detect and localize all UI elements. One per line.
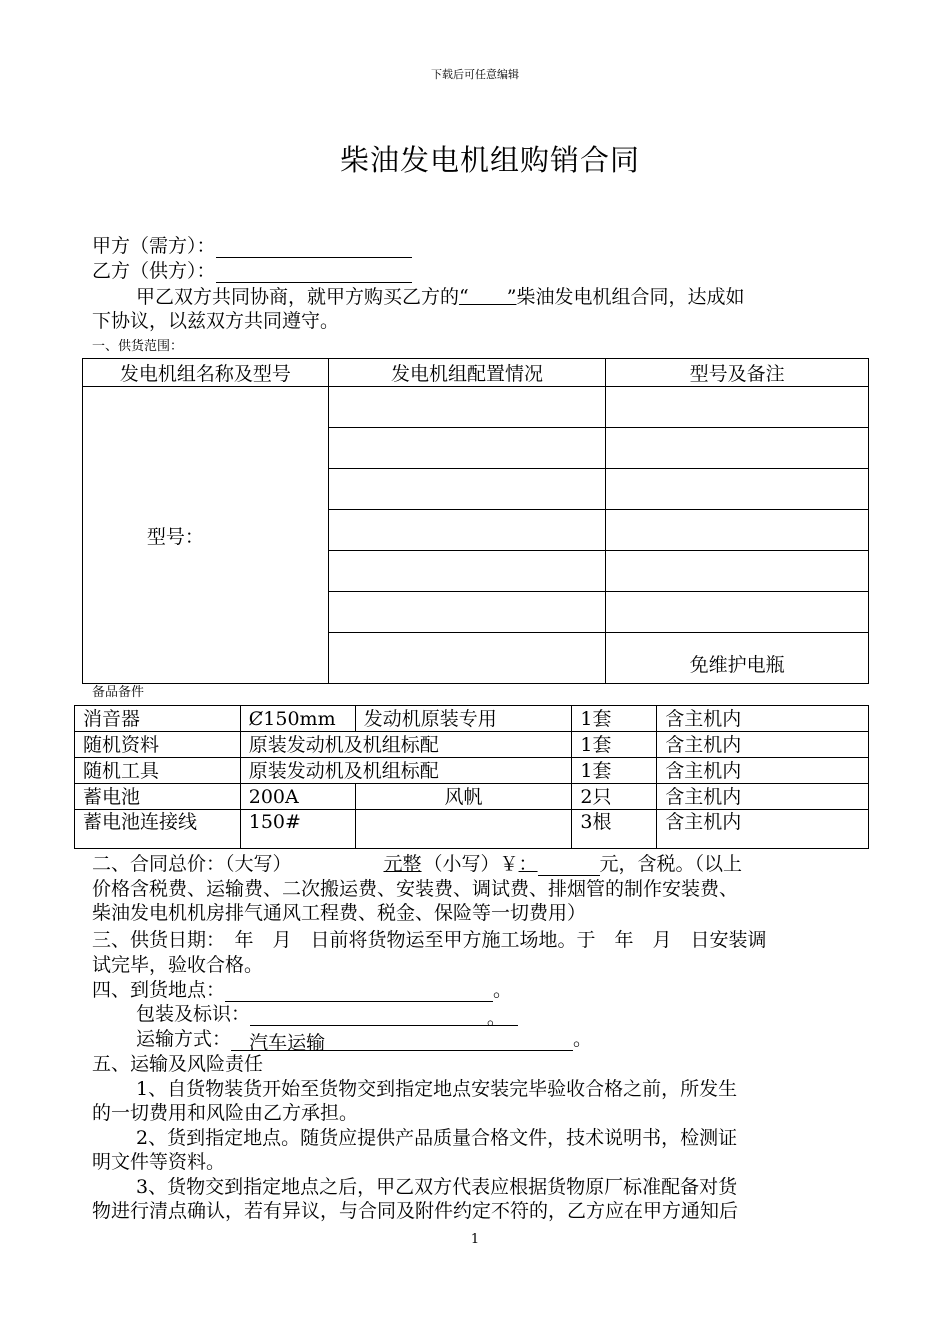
intro-part2: 柴油发电机组合同，达成如 xyxy=(516,286,745,308)
section2-line-3: 柴油发电机机房排气通风工程费、税金、保险等一切费用） xyxy=(92,902,587,924)
spare-name: 蓄电池连接线 xyxy=(75,810,241,849)
spare-spec: Ȼ150mm xyxy=(240,706,355,732)
spare-spec: 150# xyxy=(240,810,355,849)
intro-part1: 甲乙双方共同协商，就甲方购买乙方的 xyxy=(136,286,460,308)
config-cell[interactable] xyxy=(328,633,606,684)
spare-note: 含主机内 xyxy=(657,706,869,732)
total-price-uppercase[interactable]: 元整 xyxy=(383,853,422,875)
config-cell[interactable] xyxy=(328,428,606,469)
page-number: 1 xyxy=(470,1232,480,1247)
party-b-blank[interactable] xyxy=(216,263,412,283)
remark-cell[interactable] xyxy=(606,551,869,592)
delivery-place-blank[interactable] xyxy=(225,982,493,1002)
spare-spec: 200A xyxy=(240,784,355,810)
spare-name: 蓄电池 xyxy=(75,784,241,810)
section2-mid: （小写）￥ xyxy=(423,853,519,875)
document-title: 柴油发电机组购销合同 xyxy=(339,143,640,177)
page-header-note: 下载后可任意编辑 xyxy=(431,68,519,81)
transport-line xyxy=(136,1027,593,1054)
supply-table-header-row xyxy=(83,359,869,387)
table-row xyxy=(75,784,869,810)
table-row xyxy=(75,732,869,758)
spare-desc: 发动机原装专用 xyxy=(355,706,572,732)
spare-desc xyxy=(355,810,572,849)
config-cell[interactable] xyxy=(328,592,606,633)
party-b-label: 乙方（供方）： xyxy=(92,260,216,282)
spare-qty: 1套 xyxy=(572,706,657,732)
spare-desc: 原装发动机及机组标配 xyxy=(240,758,572,784)
intro-line-2: 下协议，以兹双方共同遵守。 xyxy=(92,310,340,332)
section2-lead: 二、合同总价：（大写） xyxy=(92,853,292,875)
supply-scope-table xyxy=(82,358,869,684)
model-cell: 型号： xyxy=(83,387,329,684)
spare-desc: 风帆 xyxy=(355,784,572,810)
header-cell: 发电机组名称及型号 xyxy=(83,359,329,387)
section5-item2-line1: 2、货到指定地点。随货应提供产品质量合格文件，技术说明书，检测证 xyxy=(136,1127,738,1149)
spare-note: 含主机内 xyxy=(657,784,869,810)
table-row xyxy=(75,758,869,784)
spare-qty: 2只 xyxy=(572,784,657,810)
header-cell: 型号及备注 xyxy=(606,359,869,387)
total-price-lowercase[interactable] xyxy=(538,856,600,876)
intro-quote-blank: “ ” xyxy=(459,286,517,308)
delivery-place-label: 四、到货地点： xyxy=(92,979,226,1001)
spares-label: 备品备件 xyxy=(92,685,145,700)
spare-qty: 1套 xyxy=(572,758,657,784)
spare-note: 含主机内 xyxy=(657,758,869,784)
transport-value: 汽车运输 xyxy=(249,1032,326,1054)
party-a-line xyxy=(92,234,412,258)
section2-line-1 xyxy=(92,852,742,876)
party-a-label: 甲方（需方）： xyxy=(92,235,216,257)
section1-label: 一、供货范围： xyxy=(92,339,184,354)
period: 。 xyxy=(486,1007,506,1029)
section2-line-2: 价格含税费、运输费、二次搬运费、安装费、调试费、排烟管的制作安装费、 xyxy=(92,878,739,900)
section5-item3-line1: 3、货物交到指定地点之后，甲乙双方代表应根据货物原厂标准配备对货 xyxy=(136,1176,738,1198)
spare-name: 随机工具 xyxy=(75,758,241,784)
section5-item1-line2: 的一切费用和风险由乙方承担。 xyxy=(92,1102,359,1124)
section3-line-2: 试完毕，验收合格。 xyxy=(92,954,264,976)
party-b-line xyxy=(92,259,412,283)
intro-line-1 xyxy=(136,285,744,309)
spare-note: 含主机内 xyxy=(657,732,869,758)
section5-item3-line2: 物进行清点确认，若有异议，与合同及附件约定不符的，乙方应在甲方通知后 xyxy=(92,1200,739,1222)
remark-cell-battery: 免维护电瓶 xyxy=(606,633,869,684)
config-cell[interactable] xyxy=(328,469,606,510)
remark-cell[interactable] xyxy=(606,387,869,428)
spare-note: 含主机内 xyxy=(657,810,869,849)
remark-cell[interactable] xyxy=(606,428,869,469)
section5-item2-line2: 明文件等资料。 xyxy=(92,1151,226,1173)
delivery-place-line xyxy=(92,978,512,1002)
packaging-blank[interactable] xyxy=(250,1006,518,1029)
spare-name: 随机资料 xyxy=(75,732,241,758)
spare-qty: 1套 xyxy=(572,732,657,758)
packaging-line xyxy=(136,1002,518,1029)
transport-blank[interactable] xyxy=(231,1031,573,1054)
remark-cell[interactable] xyxy=(606,469,869,510)
packaging-label: 包装及标识： xyxy=(136,1003,251,1025)
table-row xyxy=(75,706,869,732)
config-cell[interactable] xyxy=(328,387,606,428)
transport-label: 运输方式： xyxy=(136,1028,232,1050)
spare-name: 消音器 xyxy=(75,706,241,732)
party-a-blank[interactable] xyxy=(216,238,412,258)
header-cell: 发电机组配置情况 xyxy=(328,359,606,387)
spare-qty: 3根 xyxy=(572,810,657,849)
remark-cell[interactable] xyxy=(606,510,869,551)
period: 。 xyxy=(573,1028,593,1050)
section2-tail: 元，含税。（以上 xyxy=(599,853,743,875)
section5-title: 五、运输及风险责任 xyxy=(92,1053,264,1075)
spare-desc: 原装发动机及机组标配 xyxy=(240,732,572,758)
spares-table xyxy=(74,705,869,849)
table-row xyxy=(75,810,869,849)
table-row xyxy=(83,387,869,428)
config-cell[interactable] xyxy=(328,510,606,551)
period: 。 xyxy=(493,979,513,1001)
section3-line-1: 三、供货日期： 年 月 日前将货物运至甲方施工场地。于 年 月 日安装调 xyxy=(92,929,767,951)
config-cell[interactable] xyxy=(328,551,606,592)
section5-item1-line1: 1、自货物装货开始至货物交到指定地点安装完毕验收合格之前，所发生 xyxy=(136,1078,738,1100)
remark-cell[interactable] xyxy=(606,592,869,633)
section2-colon: ： xyxy=(518,853,538,875)
